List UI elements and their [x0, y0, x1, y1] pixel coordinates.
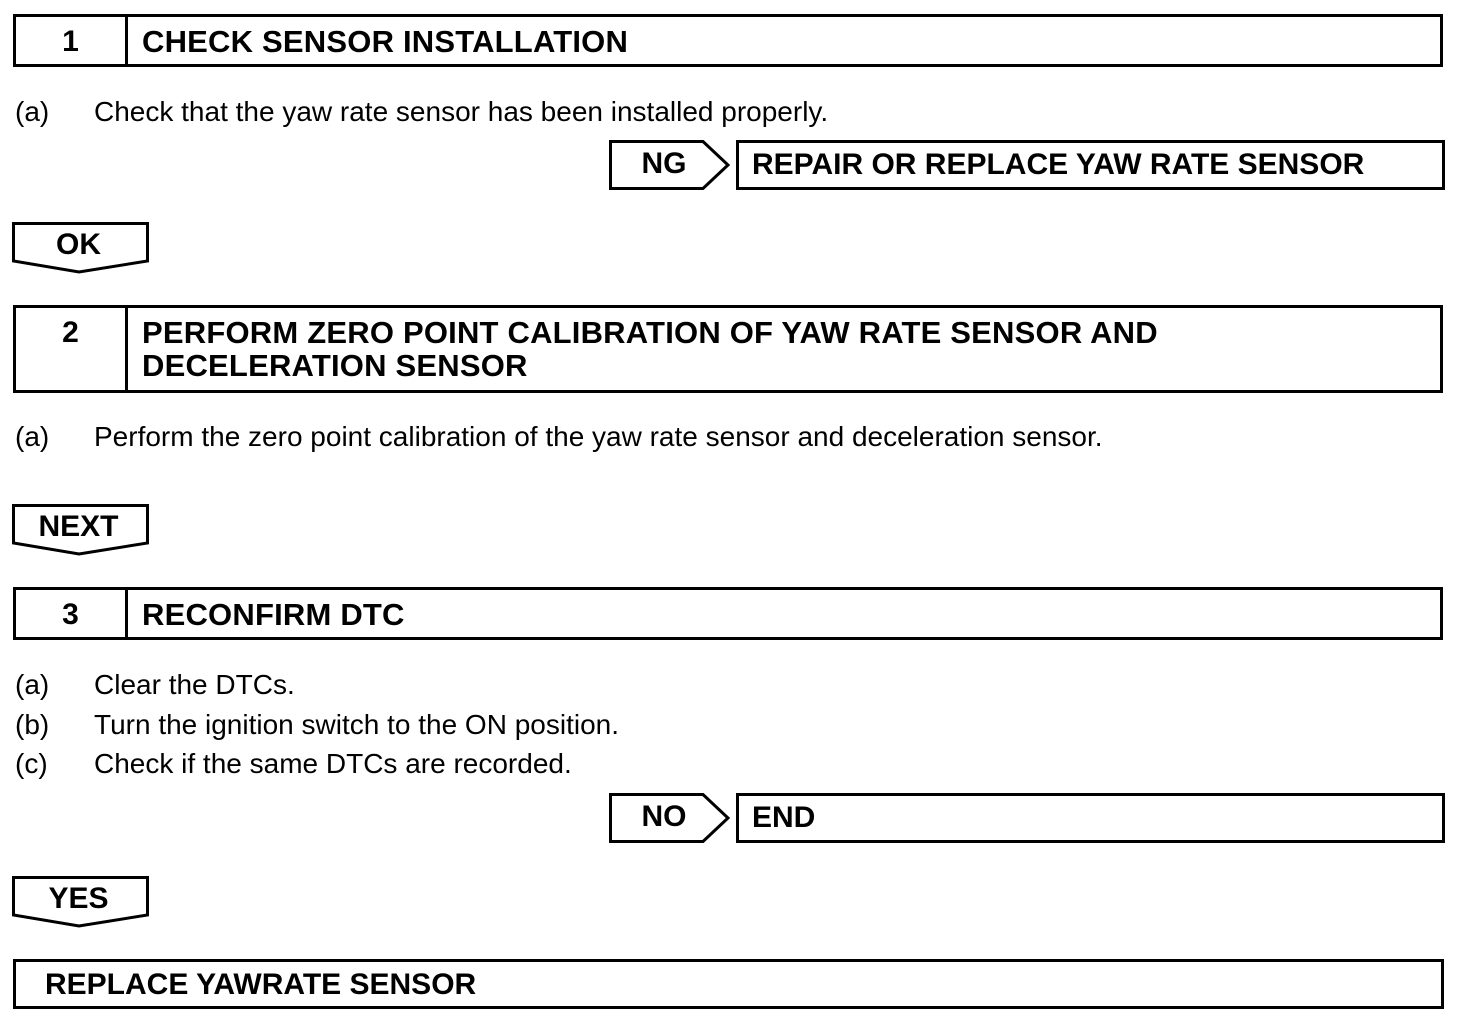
step-3-yes-tag	[12, 876, 150, 928]
step-2-header	[13, 305, 1443, 393]
step-3-header	[13, 587, 1443, 640]
instruction-text: Check if the same DTCs are recorded.	[94, 748, 572, 779]
instruction-label: (a)	[15, 96, 50, 127]
instruction-label: (a)	[15, 669, 50, 700]
step-3-no-result: END	[736, 793, 1445, 843]
step-1-title: CHECK SENSOR INSTALLATION	[142, 24, 629, 59]
step-1-number: 1	[16, 17, 128, 64]
step-2-title-line-1: PERFORM ZERO POINT CALIBRATION OF YAW RATE SENSOR AND	[142, 315, 1158, 350]
instruction-label: (b)	[15, 709, 50, 740]
step-3-number: 3	[16, 590, 128, 637]
step-2-number: 2	[16, 308, 128, 390]
step-1-ng-tag	[609, 140, 731, 190]
ng-label: NG	[641, 147, 687, 180]
step-3-title: RECONFIRM DTC	[142, 597, 405, 632]
instruction-text: Perform the zero point calibration of the yaw rate sensor and deceleration sensor.	[94, 421, 1103, 452]
step-1-ok-tag	[12, 222, 150, 274]
no-label: NO	[641, 800, 687, 833]
step-1-ng-result: REPAIR OR REPLACE YAW RATE SENSOR	[736, 140, 1445, 190]
instruction-label: (a)	[15, 421, 50, 452]
ok-label: OK	[56, 228, 101, 261]
step-2-title-line-2: DECELERATION SENSOR	[142, 348, 528, 383]
yes-label: YES	[48, 882, 109, 915]
instruction-label: (c)	[15, 748, 48, 779]
next-label: NEXT	[38, 510, 119, 543]
final-action-box: REPLACE YAWRATE SENSOR	[13, 959, 1444, 1009]
instruction-text: Turn the ignition switch to the ON position.	[94, 709, 619, 740]
instruction-text: Check that the yaw rate sensor has been installed properly.	[94, 96, 829, 127]
step-3-no-tag	[609, 793, 731, 843]
step-1-header	[13, 14, 1443, 67]
step-2-title	[128, 308, 1440, 390]
step-2-next-tag	[12, 504, 150, 556]
instruction-text: Clear the DTCs.	[94, 669, 295, 700]
